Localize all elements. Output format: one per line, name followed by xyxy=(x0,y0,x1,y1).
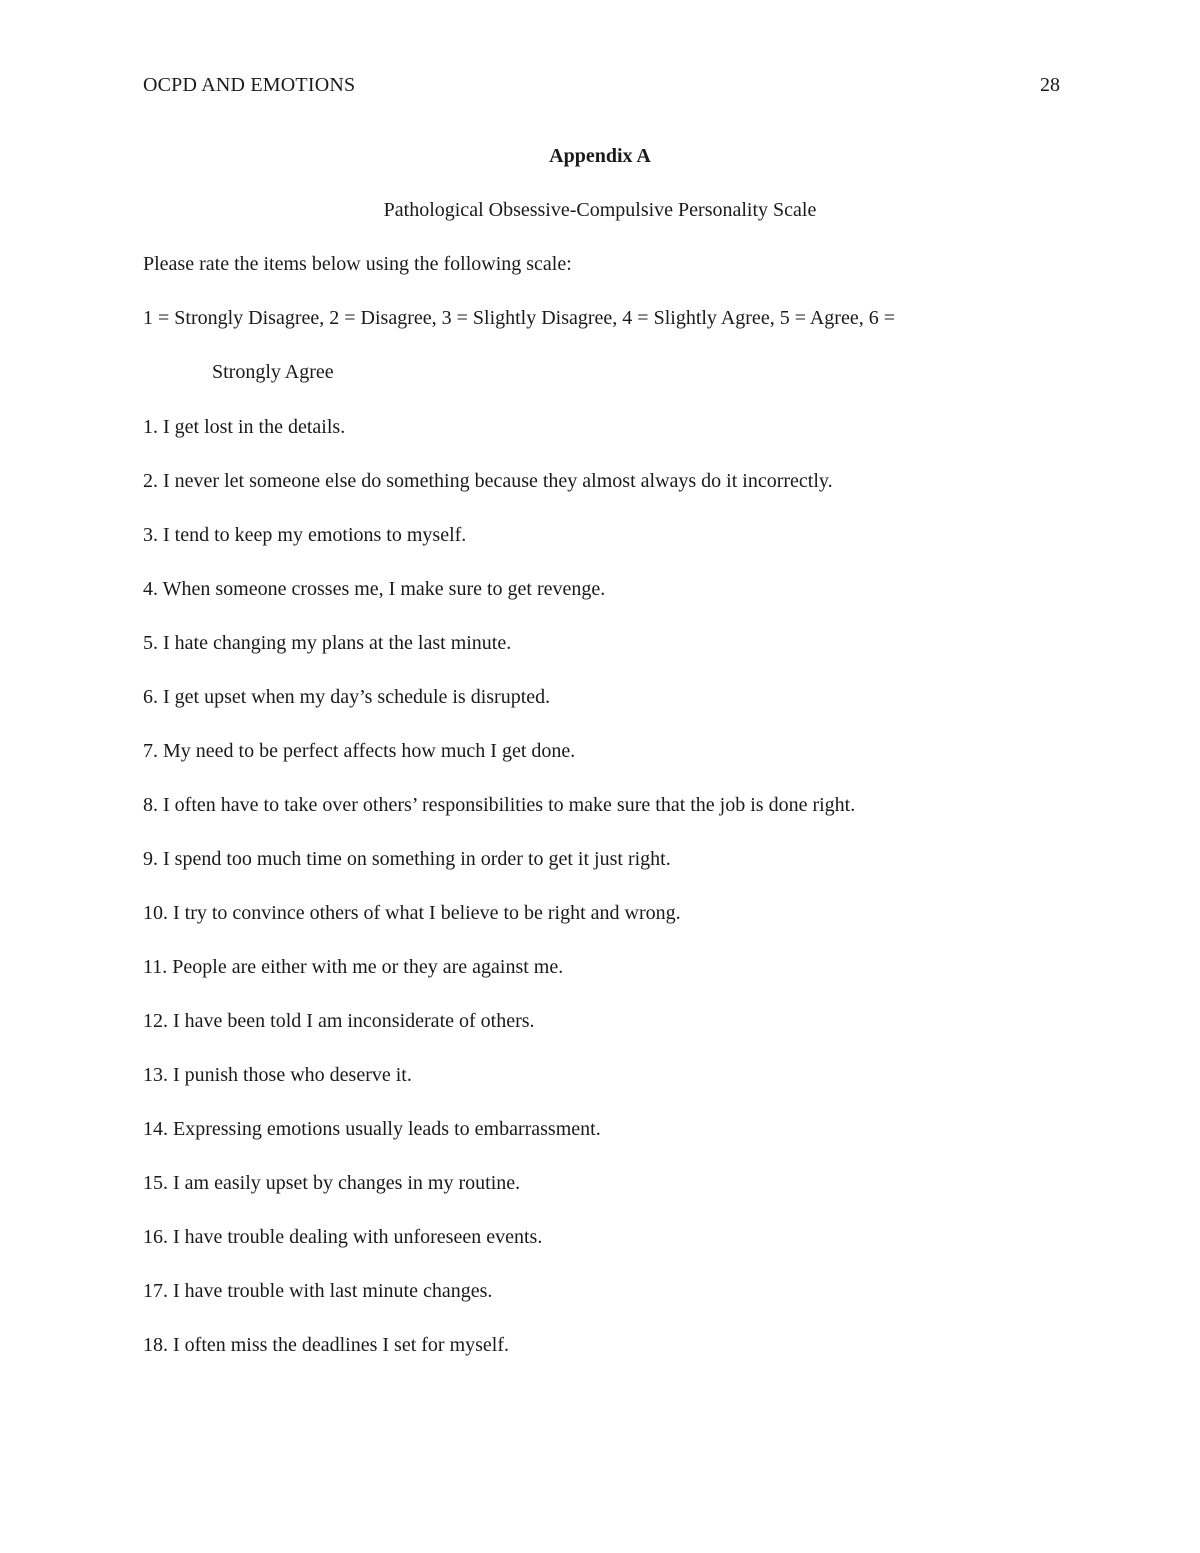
scale-item: 14. Expressing emotions usually leads to embarrassment. xyxy=(143,1118,601,1140)
scale-item: 12. I have been told I am inconsiderate of others. xyxy=(143,1010,535,1032)
instructions: Please rate the items below using the following scale: xyxy=(143,253,572,275)
scale-item: 10. I try to convince others of what I believe to be right and wrong. xyxy=(143,902,681,924)
scale-item: 16. I have trouble dealing with unforeseen events. xyxy=(143,1226,543,1248)
scale-title: Pathological Obsessive-Compulsive Personality Scale xyxy=(383,199,817,221)
scale-item: 9. I spend too much time on something in order to get it just right. xyxy=(143,848,671,870)
appendix-title: Appendix A xyxy=(549,145,651,167)
scale-item: 17. I have trouble with last minute changes. xyxy=(143,1280,493,1302)
rating-scale-line-1: 1 = Strongly Disagree, 2 = Disagree, 3 = Slightly Disagree, 4 = Slightly Agree, 5 = Agree, 6 = xyxy=(143,307,896,329)
page-number: 28 xyxy=(1040,74,1060,96)
scale-item: 1. I get lost in the details. xyxy=(143,416,346,438)
scale-item: 13. I punish those who deserve it. xyxy=(143,1064,412,1086)
running-head: OCPD AND EMOTIONS xyxy=(143,74,356,96)
scale-items-list xyxy=(143,415,855,1387)
scale-item: 6. I get upset when my day’s schedule is disrupted. xyxy=(143,686,551,708)
scale-item: 5. I hate changing my plans at the last minute. xyxy=(143,632,512,654)
scale-item: 8. I often have to take over others’ responsibilities to make sure that the job is done right. xyxy=(143,794,856,816)
scale-item: 11. People are either with me or they are against me. xyxy=(143,956,564,978)
scale-item: 2. I never let someone else do something because they almost always do it incorrectly. xyxy=(143,470,833,492)
rating-scale-line-2: Strongly Agree xyxy=(212,361,334,383)
scale-item: 4. When someone crosses me, I make sure to get revenge. xyxy=(143,578,606,600)
scale-item: 7. My need to be perfect affects how much I get done. xyxy=(143,740,576,762)
scale-item: 18. I often miss the deadlines I set for myself. xyxy=(143,1334,510,1356)
scale-item: 3. I tend to keep my emotions to myself. xyxy=(143,524,467,546)
scale-item: 15. I am easily upset by changes in my routine. xyxy=(143,1172,521,1194)
